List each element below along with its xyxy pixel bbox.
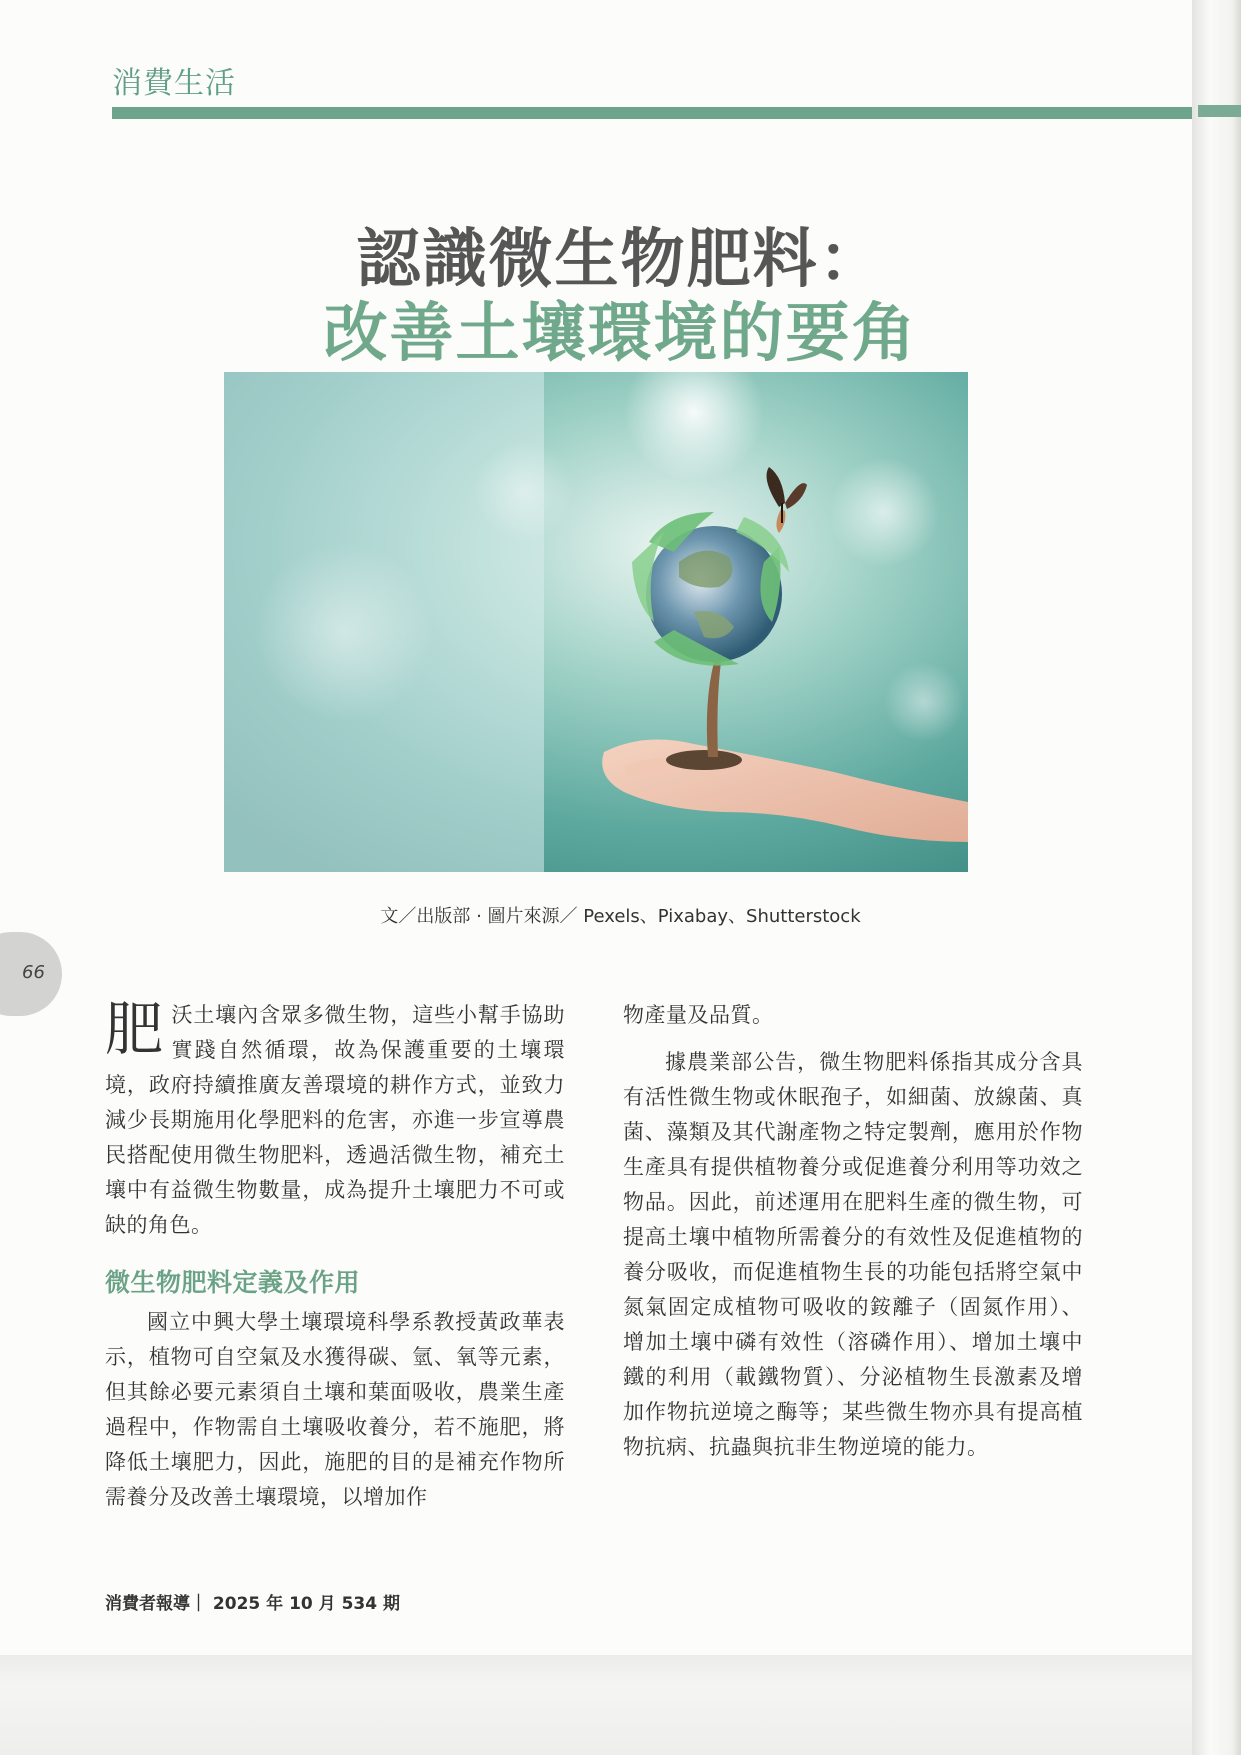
image-credit: 文／出版部 · 圖片來源／ Pexels、Pixabay、Shutterstock	[380, 906, 861, 927]
article-title-line-1: 認識微生物肥料：	[356, 223, 885, 297]
section-divider-bar-next-page	[1198, 105, 1241, 117]
body-paragraph-1: 國立中興大學土壤環境科學系教授黃政華表示，植物可自空氣及水獲得碳、氫、氧等元素，但其餘必要元素須自土壤和葉面吸收，農業生產過程中，作物需自土壤吸收養分，若不施肥，將降低土壤肥力，因此，施肥的目的是補充作物所需養分及改善土壤環境，以增加作	[105, 1310, 565, 1509]
body-paragraph-2: 據農業部公告，微生物肥料係指其成分含具有活性微生物或休眠孢子，如細菌、放線菌、真菌、藻類及其代謝產物之特定製劑，應用於作物生產具有提供植物養分或促進養分利用等功效之物品。因此，前述運用在肥料生產的微生物，可提高土壤中植物所需養分的有效性及促進植物的養分吸收，而促進植物生長的功能包括將空氣中氮氣固定成植物可吸收的銨離子（固氮作用）、增加土壤中磷有效性（溶磷作用）、增加土壤中鐵的利用（載鐵物質）、分泌植物生長激素及增加作物抗逆境之酶等；某些微生物亦具有提高植物抗病、抗蟲與抗非生物逆境的能力。	[623, 1050, 1083, 1459]
intro-paragraph	[105, 995, 565, 1243]
section-divider-bar	[112, 107, 1192, 119]
page-number: 66	[22, 962, 45, 983]
earth-recycle-tree-in-hand-image	[224, 372, 968, 872]
article-title-line-2: 改善土壤環境的要角	[323, 297, 918, 371]
section-label: 消費生活	[112, 66, 236, 101]
section-subheading: 微生物肥料定義及作用	[105, 1268, 361, 1297]
article-column-right	[623, 998, 1083, 1465]
hero-illustration	[224, 372, 968, 872]
body-paragraph-1-continued: 物產量及品質。	[623, 1003, 774, 1027]
drop-cap: 肥	[105, 995, 164, 1063]
article-column-left	[105, 995, 565, 1515]
issue-footer: 消費者報導｜ 2025 年 10 月 534 期	[105, 1594, 400, 1614]
page-edge-bottom	[0, 1655, 1192, 1755]
intro-text: 沃土壤內含眾多微生物，這些小幫手協助實踐自然循環，故為保護重要的土壤環境，政府持續推廣友善環境的耕作方式，並致力減少長期施用化學肥料的危害，亦進一步宣導農民搭配使用微生物肥料，透過活微生物，補充土壤中有益微生物數量，成為提升土壤肥力不可或缺的角色。	[105, 1003, 565, 1237]
